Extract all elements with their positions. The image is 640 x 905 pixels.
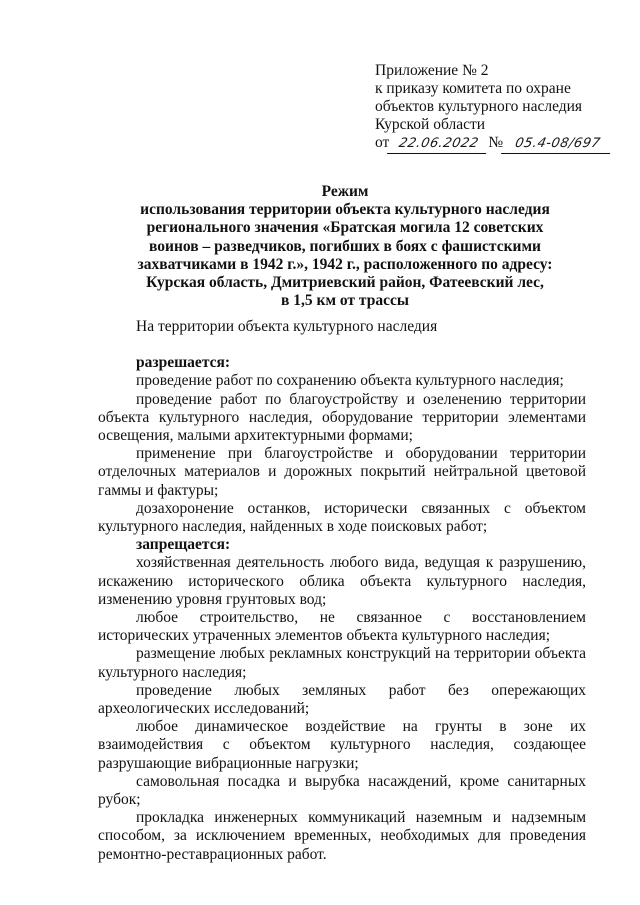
forbidden-heading: запрещается: bbox=[136, 536, 231, 554]
forbidden-item: хозяйственная деятельность любого вида, ведущая к разрушению, искажению исторического облика объекта культурного наследия, изменению уровня грунтовых вод; bbox=[98, 554, 586, 608]
allowed-item: дозахоронение останков, исторически связанных с объектом культурного наследия, найденных в ходе поисковых работ; bbox=[98, 499, 586, 536]
appendix-region-line: Курской области bbox=[375, 116, 486, 133]
forbidden-item: самовольная посадка и вырубка насаждений, кроме санитарных рубок; bbox=[98, 772, 586, 809]
title-line-4: воинов – разведчиков, погибших в боях с фашистскими bbox=[149, 237, 541, 255]
allowed-item: проведение работ по благоустройству и озеленению территории объекта культурного наследия, оборудование территории элементами освещения, малыми архитектурными формами; bbox=[98, 390, 586, 445]
title-line-5: захватчиками в 1942 г.», 1942 г., расположенного по адресу: bbox=[137, 255, 553, 273]
from-prefix: от bbox=[375, 134, 390, 151]
allowed-item: проведение работ по сохранению объекта культурного наследия; bbox=[136, 372, 564, 390]
appendix-title: Приложение № 2 bbox=[375, 62, 489, 79]
appendix-committee-line: объектов культурного наследия bbox=[375, 98, 583, 115]
title-line-1: Режим bbox=[321, 183, 369, 200]
number-sign: № bbox=[488, 134, 504, 151]
handwritten-date: 22.06.2022 bbox=[387, 135, 490, 154]
document-title bbox=[110, 183, 580, 310]
forbidden-item: любое динамическое воздействие на грунты в зоне их взаимодействия с объектом культурного наследия, создающее разрушающие вибрационные нагрузки; bbox=[98, 718, 586, 772]
title-line-7: в 1,5 км от трассы bbox=[281, 292, 409, 310]
title-line-3: регионального значения «Братская могила 12 советских bbox=[146, 219, 544, 237]
allowed-item: применение при благоустройстве и оборудовании территории отделочных материалов и дорожных покрытий нейтральной цветовой гаммы и фактуры; bbox=[98, 445, 586, 499]
title-line-2: использования территории объекта культурного наследия bbox=[140, 201, 550, 219]
order-date-number-line bbox=[375, 134, 625, 154]
document-body bbox=[98, 318, 586, 864]
forbidden-item: размещение любых рекламных конструкций на территории объекта культурного наследия; bbox=[98, 645, 586, 681]
forbidden-item: проведение любых земляных работ без опережающих археологических исследований; bbox=[98, 681, 586, 718]
appendix-block bbox=[375, 62, 625, 154]
forbidden-item: прокладка инженерных коммуникаций наземным и надземным способом, за исключением временных, необходимых для проведения ремонтно-реставрационных работ. bbox=[98, 809, 586, 863]
forbidden-item: любое строительство, не связанное с восстановлением исторических утраченных элементов объекта культурного наследия; bbox=[98, 609, 586, 645]
appendix-order-line: к приказу комитета по охране bbox=[375, 80, 571, 97]
intro-text: На территории объекта культурного наследия bbox=[136, 318, 438, 335]
handwritten-order-number: 05.4-08/697 bbox=[501, 135, 614, 154]
allowed-heading: разрешается: bbox=[136, 354, 231, 372]
title-line-6: Курская область, Дмитриевский район, Фатеевский лес, bbox=[146, 274, 544, 292]
